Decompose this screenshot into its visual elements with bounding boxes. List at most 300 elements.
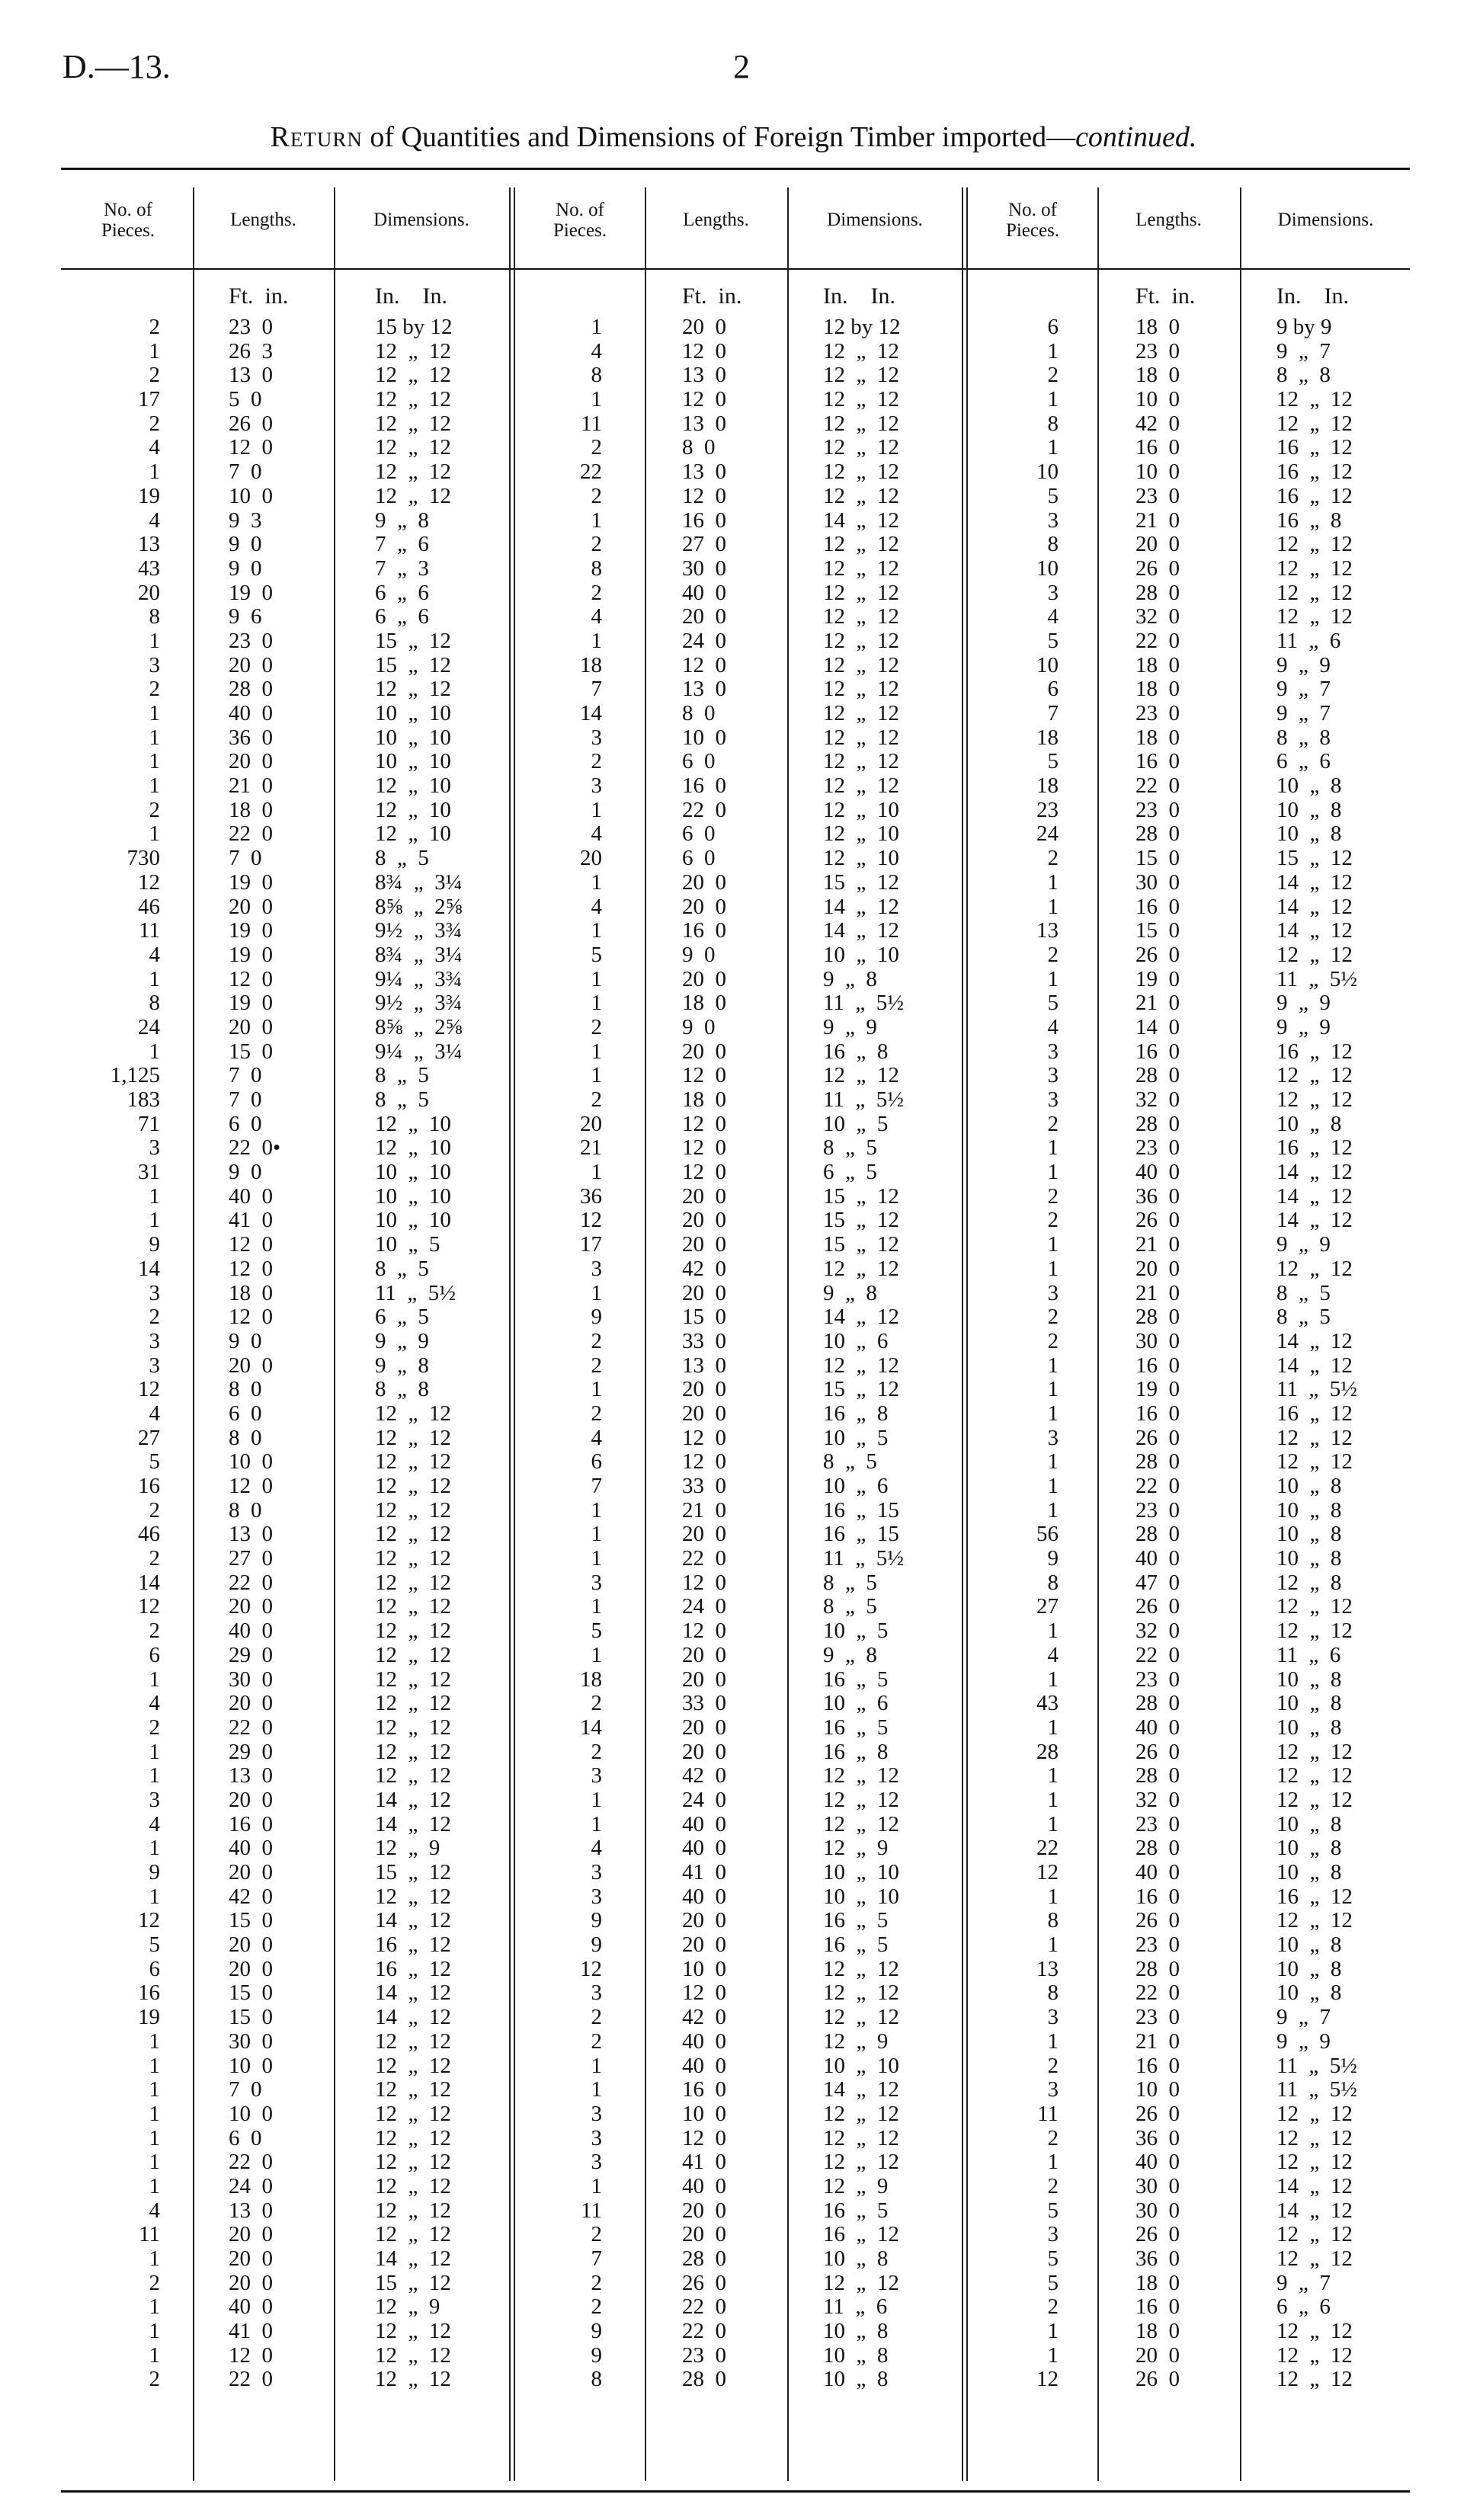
- table-cell: 10 „ 10: [823, 2053, 899, 2078]
- block-divider: [966, 187, 968, 2481]
- table-cell: 42 0: [682, 2005, 726, 2030]
- table-cell: 18 0: [1135, 2319, 1180, 2344]
- table-cell: 30 0: [1135, 2198, 1180, 2223]
- table-cell: 1: [1047, 2150, 1059, 2175]
- table-cell: 10 „ 8: [1276, 1474, 1342, 1498]
- table-cell: 10 0: [1135, 459, 1180, 485]
- table-bottom-rule: [61, 2490, 1410, 2493]
- table-cell: 10 „ 6: [823, 1691, 889, 1716]
- table-cell: 22 0: [229, 2367, 273, 2392]
- table-cell: 19 0: [1135, 1377, 1180, 1402]
- table-cell: 12: [138, 1377, 160, 1402]
- table-cell: 4: [149, 1811, 160, 1836]
- table-cell: 1: [149, 1836, 160, 1861]
- table-cell: 20 0: [229, 1787, 273, 1812]
- table-cell: 36 0: [1135, 2246, 1180, 2271]
- table-cell: 2: [1047, 1208, 1059, 1233]
- table-cell: 46: [138, 894, 160, 919]
- table-cell: 24 0: [682, 1787, 726, 1812]
- table-cell: 20: [580, 846, 602, 871]
- table-cell: 12 „ 12: [1276, 1425, 1353, 1450]
- table-cell: 16 „ 8: [823, 1039, 889, 1064]
- table-cell: 22 0: [1135, 1642, 1180, 1667]
- table-cell: 2: [1047, 2294, 1059, 2320]
- table-cell: 4: [149, 435, 160, 460]
- table-cell: 3: [149, 1328, 160, 1353]
- table-cell: 20 0: [682, 1401, 726, 1426]
- table-cell: 11 „ 5½: [1276, 966, 1358, 991]
- table-cell: 24: [138, 1014, 160, 1039]
- table-cell: 18 0: [229, 797, 273, 822]
- table-cell: 28 0: [1135, 1063, 1180, 1088]
- table-cell: 21 0: [229, 773, 273, 799]
- table-cell: 36: [580, 1183, 602, 1209]
- table-cell: 1: [1047, 1353, 1059, 1378]
- table-cell: 12 „ 12: [1276, 604, 1353, 629]
- pieces-column: [72, 315, 160, 2392]
- table-cell: 2: [149, 1619, 160, 1644]
- table-cell: 1: [1047, 1715, 1059, 1740]
- table-cell: 6 0: [682, 749, 716, 774]
- table-cell: 12 „ 12: [375, 2367, 451, 2392]
- title-lead: Return: [270, 121, 363, 153]
- table-cell: 3: [149, 1135, 160, 1161]
- table-cell: 12 „ 12: [823, 652, 899, 677]
- table-cell: 20 0: [682, 1908, 726, 1933]
- table-cell: 14 „ 12: [823, 894, 899, 919]
- table-cell: 1: [1047, 1401, 1059, 1426]
- table-cell: 12 „ 12: [375, 2198, 451, 2223]
- table-cell: 1: [149, 1667, 160, 1692]
- table-cell: 4: [591, 1836, 602, 1861]
- table-cell: 8 „ 5: [1276, 1305, 1331, 1330]
- table-cell: 28 0: [1135, 1836, 1180, 1861]
- table-cell: 1: [591, 869, 602, 895]
- table-cell: 1: [591, 1787, 602, 1812]
- header-pieces-text: No. of Pieces.: [1005, 200, 1060, 241]
- table-cell: 1: [149, 1183, 160, 1209]
- table-cell: 7 0: [229, 459, 262, 485]
- table-cell: 20 0: [682, 2222, 726, 2247]
- table-cell: 2: [591, 1401, 602, 1426]
- table-cell: 9 0: [682, 1014, 716, 1039]
- table-cell: 12 „ 12: [823, 1353, 899, 1378]
- table-cell: 26 0: [1135, 1208, 1180, 1233]
- table-cell: 9: [149, 1232, 160, 1257]
- table-cell: 4: [149, 508, 160, 533]
- table-cell: 12 „ 12: [375, 1691, 451, 1716]
- table-cell: 22 0: [682, 2319, 726, 2344]
- table-cell: 10 „ 8: [1276, 821, 1342, 847]
- table-cell: 8⅝ „ 2⅝: [375, 894, 463, 919]
- table-cell: 22 0: [229, 2150, 273, 2175]
- table-cell: 10 „ 10: [375, 725, 451, 750]
- table-cell: 14 „ 12: [375, 1811, 451, 1836]
- table-cell: 20 0: [229, 652, 273, 677]
- table-cell: 20 0: [682, 1208, 726, 1233]
- table-cell: 43: [1036, 1691, 1059, 1716]
- table-cell: 1: [149, 2101, 160, 2126]
- table-cell: 14 „ 12: [1276, 1183, 1353, 1209]
- table-cell: 22 0: [229, 821, 273, 847]
- table-cell: 3: [1047, 1425, 1059, 1450]
- table-cell: 20 0: [682, 1715, 726, 1740]
- table-cell: 12 „ 12: [1276, 2150, 1353, 2175]
- table-cell: 26 0: [1135, 1739, 1180, 1764]
- table-cell: 20: [138, 580, 160, 605]
- table-cell: 21 0: [1135, 508, 1180, 533]
- table-cell: 18 0: [1135, 315, 1180, 339]
- table-cell: 9 0: [229, 532, 262, 557]
- table-cell: 12 0: [682, 652, 726, 677]
- table-cell: 2: [1047, 1328, 1059, 1353]
- table-cell: 12 „ 12: [375, 1642, 451, 1667]
- table-cell: 9 „ 9: [823, 1014, 877, 1039]
- column-divider: [193, 187, 194, 2481]
- table-cell: 20 0: [1135, 1256, 1180, 1281]
- table-cell: 12 „ 12: [1276, 1594, 1353, 1619]
- table-cell: 1: [1047, 1135, 1059, 1161]
- table-cell: 12 „ 12: [823, 677, 899, 702]
- table-cell: 8: [1047, 532, 1059, 557]
- table-cell: 9: [149, 1860, 160, 1884]
- table-cell: 1: [1047, 1787, 1059, 1812]
- table-cell: 3: [149, 1787, 160, 1812]
- table-cell: 2: [591, 1691, 602, 1716]
- table-cell: 1: [591, 918, 602, 943]
- table-cell: 4: [591, 1425, 602, 1450]
- table-cell: 14 „ 12: [375, 2005, 451, 2030]
- table-cell: 11 „ 6: [823, 2294, 888, 2320]
- table-cell: 9 „ 9: [1276, 991, 1331, 1016]
- table-cell: 12 „ 12: [823, 532, 899, 557]
- table-cell: 9 „ 7: [1276, 338, 1331, 363]
- table-cell: 12 „ 12: [1276, 2319, 1353, 2344]
- table-cell: 14: [580, 1715, 602, 1740]
- table-cell: 10 0: [682, 725, 726, 750]
- table-cell: 1: [591, 387, 602, 412]
- table-cell: 1: [1047, 869, 1059, 895]
- table-cell: 15 „ 12: [823, 1377, 899, 1402]
- table-cell: 22 0: [1135, 1980, 1180, 2006]
- table-cell: 12 „ 12: [1276, 387, 1353, 412]
- table-cell: 24: [1036, 821, 1059, 847]
- table-cell: 12 „ 12: [823, 580, 899, 605]
- table-cell: 10 „ 8: [1276, 1811, 1342, 1836]
- table-cell: 12 „ 9: [823, 2028, 889, 2054]
- table-cell: 12 0: [682, 1980, 726, 2006]
- table-cell: 11 „ 5½: [823, 1546, 905, 1571]
- table-cell: 29 0: [229, 1739, 273, 1764]
- table-cell: 71: [138, 1111, 160, 1136]
- table-cell: 28 0: [1135, 580, 1180, 605]
- table-cell: 1: [149, 725, 160, 750]
- table-cell: 16 „ 12: [1276, 1135, 1353, 1161]
- table-cell: 20 0: [682, 869, 726, 895]
- table-cell: 12 0: [682, 1160, 726, 1185]
- table-cell: 12 „ 12: [375, 1884, 451, 1909]
- table-cell: 12 „ 12: [823, 701, 899, 725]
- table-cell: 12 „ 12: [823, 2005, 899, 2030]
- table-cell: 26 0: [1135, 1594, 1180, 1619]
- table-cell: 20 0: [682, 604, 726, 629]
- header-dimensions-text: Dimensions.: [373, 210, 469, 230]
- table-cell: 40 0: [229, 1836, 273, 1861]
- table-cell: 1: [1047, 894, 1059, 919]
- table-cell: 1: [149, 2150, 160, 2175]
- table-cell: 9: [591, 1305, 602, 1330]
- table-cell: 1: [591, 508, 602, 533]
- table-cell: 12: [138, 1594, 160, 1619]
- table-cell: 1: [149, 459, 160, 485]
- table-cell: 16 0: [1135, 1039, 1180, 1064]
- table-cell: 15 0: [229, 1908, 273, 1933]
- table-cell: 23 0: [1135, 483, 1180, 508]
- table-cell: 12 „ 12: [823, 628, 899, 653]
- table-cell: 8: [1047, 1980, 1059, 2006]
- table-cell: 16 „ 12: [375, 1956, 451, 1981]
- table-cell: 26 0: [1135, 1908, 1180, 1933]
- table-cell: 42 0: [682, 1763, 726, 1788]
- table-cell: 12 0: [682, 1619, 726, 1644]
- table-cell: 23: [1036, 797, 1059, 822]
- table-cell: 2: [1047, 2125, 1059, 2150]
- table-cell: 19: [138, 483, 160, 508]
- table-cell: 12 „ 12: [823, 1256, 899, 1281]
- table-cell: 10 „ 10: [823, 1884, 899, 1909]
- table-cell: 2: [591, 2294, 602, 2320]
- table-cell: 20 0: [229, 2270, 273, 2295]
- table-cell: 15 0: [1135, 846, 1180, 871]
- table-cell: 12 „ 12: [823, 1980, 899, 2006]
- table-cell: 9 „ 9: [375, 1328, 429, 1353]
- table-cell: 12 „ 12: [1276, 1908, 1353, 1933]
- table-cell: 42 0: [682, 1256, 726, 1281]
- table-cell: 10 „ 8: [1276, 1497, 1342, 1523]
- table-cell: 13: [1036, 1956, 1059, 1981]
- table-cell: 6 „ 5: [823, 1160, 877, 1185]
- table-cell: 36 0: [229, 725, 273, 750]
- table-cell: 18 0: [1135, 677, 1180, 702]
- table-cell: 18: [1036, 725, 1059, 750]
- table-cell: 2: [1047, 846, 1059, 871]
- table-cell: 28 0: [1135, 821, 1180, 847]
- header-dimensions: [791, 210, 959, 230]
- table-cell: 30 0: [1135, 2173, 1180, 2198]
- table-cell: 10 0: [1135, 2077, 1180, 2102]
- table-cell: 16 „ 12: [823, 2222, 899, 2247]
- table-cell: 10 „ 8: [1276, 1667, 1342, 1692]
- lengths-column: [229, 315, 328, 2392]
- table-cell: 10: [1036, 556, 1059, 581]
- table-cell: 1: [591, 1546, 602, 1571]
- table-cell: 19: [138, 2005, 160, 2030]
- table-cell: 36 0: [1135, 2125, 1180, 2150]
- table-cell: 20 0: [682, 1522, 726, 1547]
- table-cell: 2: [1047, 2053, 1059, 2078]
- table-cell: 3: [149, 1280, 160, 1305]
- table-cell: 12 „ 12: [1276, 2367, 1353, 2392]
- table-cell: 3: [591, 2125, 602, 2150]
- table-cell: 6 0: [682, 821, 716, 847]
- block-divider: [514, 187, 515, 2481]
- table-cell: 9 0: [229, 556, 262, 581]
- table-cell: 31: [138, 1160, 160, 1185]
- table-cell: 9 by 9: [1276, 315, 1332, 339]
- table-cell: 8: [149, 604, 160, 629]
- table-cell: 1: [1047, 1667, 1059, 1692]
- table-cell: 8 „ 8: [1276, 363, 1331, 388]
- table-cell: 3: [149, 1353, 160, 1378]
- lengths-column: [1135, 315, 1235, 2392]
- table-cell: 23 0: [682, 2342, 726, 2368]
- header-dimensions-text: Dimensions.: [1277, 210, 1374, 230]
- table-cell: 12 „ 12: [1276, 942, 1353, 967]
- table-cell: 22 0: [1135, 1474, 1180, 1498]
- table-cell: 8 0: [229, 1497, 262, 1523]
- table-cell: 17: [580, 1232, 602, 1257]
- table-cell: 8: [591, 2367, 602, 2392]
- table-cell: 12 „ 12: [823, 363, 899, 388]
- table-cell: 18: [580, 1667, 602, 1692]
- table-cell: 9 „ 7: [1276, 2005, 1331, 2030]
- table-cell: 6: [149, 1642, 160, 1667]
- table-cell: 6: [591, 1449, 602, 1475]
- table-cell: 12 „ 12: [1276, 1763, 1353, 1788]
- table-cell: 2: [591, 2222, 602, 2247]
- table-cell: 14 „ 12: [1276, 2173, 1353, 2198]
- table-cell: 2: [149, 2367, 160, 2392]
- table-cell: 16 0: [1135, 1401, 1180, 1426]
- table-cell: 8 0: [229, 1377, 262, 1402]
- table-cell: 1: [149, 2294, 160, 2320]
- table-cell: 33 0: [682, 1691, 726, 1716]
- table-cell: 4: [591, 821, 602, 847]
- table-cell: 1: [591, 315, 602, 339]
- table-cell: 26 0: [1135, 942, 1180, 967]
- table-cell: 56: [1036, 1522, 1059, 1547]
- table-cell: 14 „ 12: [1276, 1208, 1353, 1233]
- table-cell: 26 0: [1135, 2222, 1180, 2247]
- table-cell: 12: [580, 1208, 602, 1233]
- table-cell: 12 „ 12: [1276, 1063, 1353, 1088]
- table-cell: 5: [591, 1619, 602, 1644]
- table-cell: 14 „ 12: [1276, 1353, 1353, 1378]
- table-cell: 6 0: [229, 1401, 262, 1426]
- table-cell: 28 0: [1135, 1956, 1180, 1981]
- table-cell: 10 „ 6: [823, 1328, 889, 1353]
- table-cell: 20 0: [229, 1860, 273, 1884]
- table-cell: 10 0: [682, 2101, 726, 2126]
- table-cell: 2: [1047, 1111, 1059, 1136]
- table-cell: 7 0: [229, 2077, 262, 2102]
- table-cell: 12 „ 12: [1276, 1619, 1353, 1644]
- table-cell: 16 „ 5: [823, 1715, 889, 1740]
- table-cell: 6: [149, 1956, 160, 1981]
- table-cell: 12 „ 12: [375, 1594, 451, 1619]
- table-cell: 6: [1047, 677, 1059, 702]
- table-cell: 12 „ 12: [823, 725, 899, 750]
- table-cell: 40 0: [229, 1619, 273, 1644]
- table-cell: 12 „ 12: [375, 2173, 451, 2198]
- table-cell: 12: [1036, 2367, 1059, 2392]
- table-cell: 2: [591, 580, 602, 605]
- table-cell: 27: [1036, 1594, 1059, 1619]
- table-cell: 6: [1047, 315, 1059, 339]
- table-cell: 3: [591, 1256, 602, 1281]
- table-cell: 3: [591, 1763, 602, 1788]
- table-cell: 12 „ 12: [823, 411, 899, 436]
- table-cell: 12 „ 12: [375, 2125, 451, 2150]
- table-cell: 40 0: [1135, 1546, 1180, 1571]
- table-cell: 12 „ 12: [375, 2150, 451, 2175]
- table-cell: 13 0: [229, 363, 273, 388]
- lengths-units: Ft. in.: [1135, 283, 1196, 309]
- table-cell: 14 „ 12: [1276, 1328, 1353, 1353]
- table-cell: 5: [1047, 2270, 1059, 2295]
- table-cell: 12 „ 12: [375, 1570, 451, 1595]
- table-cell: 12 0: [682, 338, 726, 363]
- table-cell: 4: [591, 338, 602, 363]
- table-cell: 3: [591, 2101, 602, 2126]
- table-cell: 3: [1047, 580, 1059, 605]
- table-cell: 13 0: [682, 1353, 726, 1378]
- table-cell: 13 0: [682, 411, 726, 436]
- table-cell: 32 0: [1135, 1619, 1180, 1644]
- table-cell: 26 0: [1135, 2367, 1180, 2392]
- table-cell: 4: [591, 894, 602, 919]
- table-cell: 20 0: [682, 1183, 726, 1209]
- dimensions-units: In. In.: [1276, 283, 1349, 309]
- table-cell: 15 „ 12: [823, 1183, 899, 1209]
- table-cell: 10 „ 10: [823, 942, 899, 967]
- table-cell: 12 „ 12: [1276, 1739, 1353, 1764]
- table-cell: 22 0•: [229, 1135, 281, 1161]
- table-cell: 20 0: [682, 2198, 726, 2223]
- title-tail: continued.: [1075, 121, 1197, 153]
- table-cell: 5: [591, 942, 602, 967]
- table-cell: 9 0: [229, 1328, 262, 1353]
- table-cell: 40 0: [682, 1811, 726, 1836]
- table-cell: 2: [149, 315, 160, 339]
- table-cell: 7 0: [229, 1063, 262, 1088]
- table-cell: 24 0: [682, 1594, 726, 1619]
- table-cell: 3: [591, 725, 602, 750]
- table-cell: 40 0: [1135, 2150, 1180, 2175]
- table-cell: 42 0: [229, 1884, 273, 1909]
- table-cell: 9½ „ 3¾: [375, 991, 463, 1016]
- table-cell: 8 „ 5: [823, 1135, 877, 1161]
- table-cell: 16: [138, 1474, 160, 1498]
- table-cell: 19 0: [1135, 966, 1180, 991]
- table-cell: 1: [1047, 2342, 1059, 2368]
- table-cell: 10 „ 8: [1276, 1860, 1342, 1884]
- table-cell: 1: [591, 1811, 602, 1836]
- table-cell: 14 „ 12: [1276, 869, 1353, 895]
- table-cell: 3: [1047, 1280, 1059, 1305]
- table-cell: 20: [580, 1111, 602, 1136]
- table-cell: 41 0: [682, 1860, 726, 1884]
- table-cell: 21 0: [1135, 1232, 1180, 1257]
- table-cell: 20 0: [682, 315, 726, 339]
- table-cell: 11: [139, 918, 160, 943]
- table-cell: 2: [591, 1328, 602, 1353]
- table-cell: 1: [1047, 1811, 1059, 1836]
- table-cell: 18 0: [1135, 652, 1180, 677]
- table-cell: 12 „ 12: [375, 2077, 451, 2102]
- table-cell: 16 „ 12: [1276, 1401, 1353, 1426]
- table-cell: 12 „ 12: [823, 1956, 899, 1981]
